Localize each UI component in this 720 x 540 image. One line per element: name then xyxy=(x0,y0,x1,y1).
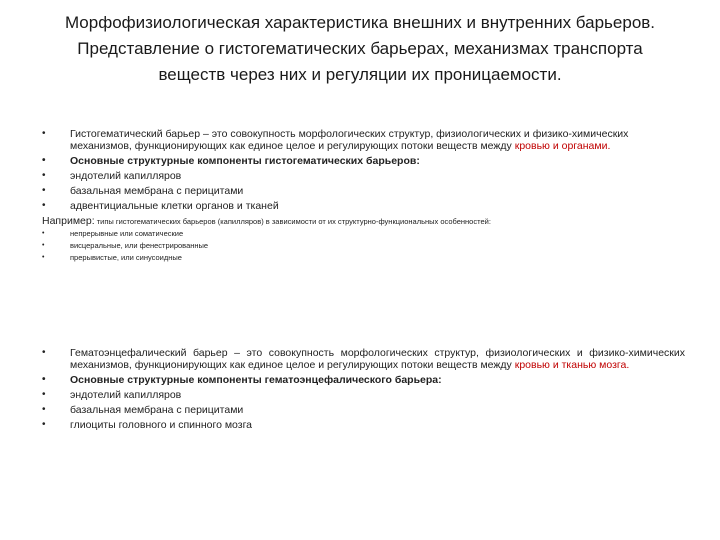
slide-title xyxy=(20,10,700,88)
section-histohematic xyxy=(0,128,720,264)
component-item: • базальная мембрана с перицитами xyxy=(42,404,244,416)
bullet: • xyxy=(42,419,46,430)
component-item: • базальная мембрана с перицитами xyxy=(42,185,244,197)
components-heading: • Основные структурные компоненты гематоэнцефалического барьера: xyxy=(42,374,442,386)
component-item: • эндотелий капилляров xyxy=(42,389,182,401)
bullet: • xyxy=(42,404,46,415)
type-item: • прерывистые, или синусоидные xyxy=(42,253,182,262)
section-blood-brain xyxy=(0,347,720,434)
example-line xyxy=(0,215,720,228)
bullet: • xyxy=(42,200,46,211)
definition-highlight: кровью и органами. xyxy=(514,140,611,152)
definition-item xyxy=(0,347,720,371)
definition-text: Гематоэнцефалический барьер – это совокупность морфологических структур, физиологических и физико-химических механизмов, функционирующих как единое целое и регулирующих потоки веществ между xyxy=(70,347,685,371)
bullet: • xyxy=(42,128,46,139)
bullet: • xyxy=(42,389,46,400)
bullet: • xyxy=(42,185,46,196)
bullet: • xyxy=(42,347,46,358)
component-item: • адвентициальные клетки органов и тканей xyxy=(42,200,279,212)
title-line-2: Представление о гистогематических барьерах, механизмах транспорта xyxy=(77,39,643,58)
bullet: • xyxy=(42,230,45,237)
definition-highlight: кровью и тканью мозга. xyxy=(514,359,630,371)
definition-item xyxy=(0,128,720,152)
component-item: • глиоциты головного и спинного мозга xyxy=(42,419,253,431)
bullet: • xyxy=(42,374,46,385)
example-rest: типы гистогематических барьеров (капилляров) в зависимости от их структурно-функциональных особенностей: xyxy=(94,217,491,226)
type-item: • висцеральные, или фенестрированные xyxy=(42,241,209,250)
example-lead: Например: xyxy=(42,215,95,227)
component-item: • эндотелий капилляров xyxy=(42,170,182,182)
title-line-3: веществ через них и регуляции их проницаемости. xyxy=(158,65,562,84)
bullet: • xyxy=(42,254,45,261)
bullet: • xyxy=(42,155,46,166)
title-line-1: Морфофизиологическая характеристика внешних и внутренних барьеров. xyxy=(64,13,656,32)
type-item: • непрерывные или соматические xyxy=(42,229,184,238)
definition-text: Гистогематический барьер – это совокупность морфологических структур, физиологических и физико-химических механизмов, функционирующих как единое целое и регулирующих потоки веществ между xyxy=(70,128,629,152)
bullet: • xyxy=(42,170,46,181)
components-heading: • Основные структурные компоненты гистогематических барьеров: xyxy=(42,155,420,167)
bullet: • xyxy=(42,242,45,249)
